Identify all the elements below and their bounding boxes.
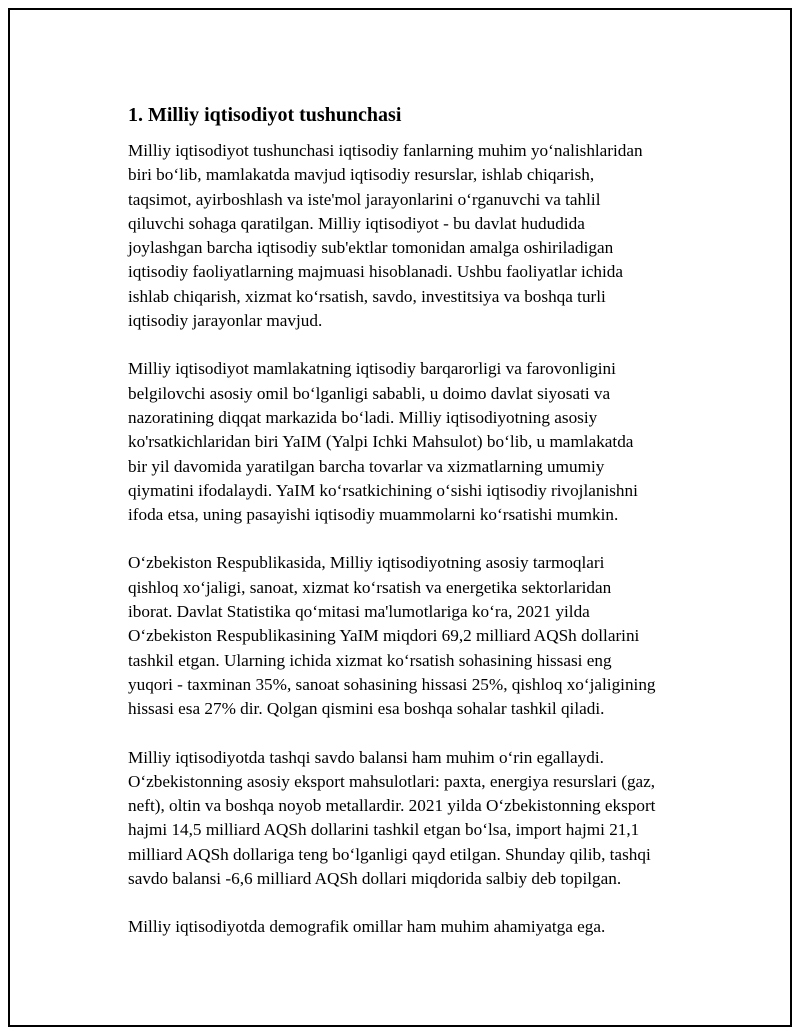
section-heading: 1. Milliy iqtisodiyot tushunchasi [128, 104, 402, 126]
paragraph-2: Milliy iqtisodiyot mamlakatning iqtisodiy barqarorligi va farovonligini belgilovchi asosiy omil bo‘lganligi sababli, u doimo davlat siyosati va nazoratining diqqat markazida bo‘ladi. Milliy iqtisodiyotning asosiy ko'rsatkichlaridan biri YaIM (Yalpi Ichki Mahsulot) bo‘lib, u mamlakatda bir yil davomida yaratilgan barcha tovarlar va xizmatlarning umumiy qiymatini ifodalaydi. YaIM ko‘rsatkichining o‘sishi iqtisodiy rivojlanishni ifoda etsa, uning pasayishi iqtisodiy muammolarni ko‘rsatishi mumkin. [128, 359, 638, 525]
document-body [128, 102, 703, 964]
page-frame [8, 8, 792, 1027]
paragraph-1: Milliy iqtisodiyot tushunchasi iqtisodiy fanlarning muhim yo‘nalishlaridan biri bo‘lib, mamlakatda mavjud iqtisodiy resurslar, ishlab chiqarish, taqsimot, ayirboshlash va iste'mol jarayonlarini o‘rganuvchi va tahlil qiluvchi sohaga qaratilgan. Milliy iqtisodiyot - bu davlat hududida joylashgan barcha iqtisodiy sub'ektlar tomonidan amalga oshiriladigan iqtisodiy faoliyatlarning majmuasi hisoblanadi. Ushbu faoliyatlar ichida ishlab chiqarish, xizmat ko‘rsatish, savdo, investitsiya va boshqa turli iqtisodiy jarayonlar mavjud. [128, 141, 643, 331]
paragraph-3: O‘zbekiston Respublikasida, Milliy iqtisodiyotning asosiy tarmoqlari qishloq xo‘jaligi, sanoat, xizmat ko‘rsatish va energetika sektorlaridan iborat. Davlat Statistika qo‘mitasi ma'lumotlariga ko‘ra, 2021 yilda O‘zbekiston Respublikasining YaIM miqdori 69,2 milliard AQSh dollarini tashkil etgan. Ularning ichida xizmat ko‘rsatish sohasining hissasi eng yuqori - taxminan 35%, sanoat sohasining hissasi 25%, qishloq xo‘jaligining hissasi esa 27% dir. Qolgan qismini esa boshqa sohalar tashkil qiladi. [128, 553, 656, 719]
paragraph-4: Milliy iqtisodiyotda tashqi savdo balansi ham muhim o‘rin egallaydi. O‘zbekistonning asosiy eksport mahsulotlari: paxta, energiya resurslari (gaz, neft), oltin va boshqa noyob metallardir. 2021 yilda O‘zbekistonning eksport hajmi 14,5 milliard AQSh dollarini tashkil etgan bo‘lsa, import hajmi 21,1 milliard AQSh dollariga teng bo‘lganligi qayd etilgan. Shunday qilib, tashqi savdo balansi -6,6 milliard AQSh dollari miqdorida salbiy deb topilgan. [128, 747, 656, 889]
paragraph-5: Milliy iqtisodiyotda demografik omillar ham muhim ahamiyatga ega. [128, 917, 606, 937]
